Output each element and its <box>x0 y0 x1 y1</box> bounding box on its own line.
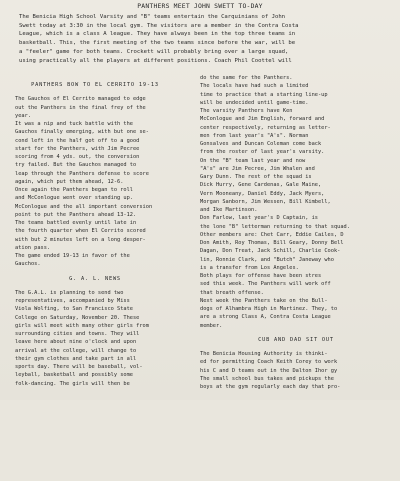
story-line: Gauchos finally emerging, with but one se- <box>15 129 149 136</box>
story-line: dogs of Alhambra High in Martinez. They, to <box>200 306 338 312</box>
story-line: surrounding cities and towns. They will <box>15 331 140 337</box>
story-line: with but 2 minutes left on a long desper- <box>15 236 146 243</box>
story-line: and Ike Martinson. <box>200 207 258 213</box>
story-line: The game ended 19-13 in favor of the <box>15 253 130 259</box>
story-line: The Gauchos of El Cerrito managed to edge <box>15 96 146 103</box>
story-line: The varsity Panthers have Ken <box>200 108 293 114</box>
story-title: PANTHERS BOW TO EL CERRITO 19-13 <box>31 82 159 88</box>
story-line: their gym clothes and take part in all <box>15 355 137 362</box>
story-line: representatives, accompanied by Miss <box>15 298 130 304</box>
story-line: year. <box>15 112 31 119</box>
story-line: start for the Panthers, with Jim Pecree <box>15 145 140 152</box>
story-line: center respectively, returning as letter- <box>200 124 331 131</box>
intro-paragraph <box>19 13 389 65</box>
story-line: ed for permitting Coach Keith Corey to work <box>200 359 338 366</box>
story-line: is a transfer from Los Angeles. <box>200 264 299 271</box>
intro-line: a "feeler" game for both teams. Crockett will probably bring over a large squad, <box>19 48 289 55</box>
intro-line: The Benicia High School Varsity and "B" teams entertain the Carquinians of John <box>19 14 286 20</box>
intro-line: basketball. This, the first meeting of the two teams since before the war, will be <box>19 40 296 47</box>
story-line: leap through the Panthers defense to score <box>15 170 149 177</box>
headline: PANTHERS MEET JOHN SWETT TO-DAY <box>137 2 263 10</box>
story-line: Don Amith, Roy Thomas, Bill Geary, Donny Bell <box>200 240 344 246</box>
story-line: leave here about nine o'clock and upon <box>15 339 137 346</box>
story-line: Dagan, Don Treat, Jack Schill, Charlie Cook- <box>200 248 341 255</box>
story-line: ation pass. <box>15 244 51 251</box>
story-line: On the "B" team last year and now <box>200 157 306 164</box>
story-line: Gonsalves and Duncan Coleman come back <box>200 141 322 147</box>
story-line: try failed. But the Gauchos managed to <box>15 162 137 169</box>
story-line: time to practice that a starting line-up <box>200 91 328 98</box>
story-line: Other members are: Chet Carr, Eddie Cailes, D <box>200 231 344 238</box>
story-line: again, which put them ahead, 12-6. <box>15 178 124 185</box>
left-column <box>15 81 175 481</box>
story-line: the fourth quarter when El Cerrito scored <box>15 228 146 235</box>
story-line: Vern Mooneany, Daniel Eddy, Jack Myers, <box>200 190 325 197</box>
story-title: CUB AND DAD SIT OUT <box>258 336 334 343</box>
story-line: from the roster of last year's varsity. <box>200 149 325 156</box>
story-line: folk-dancing. The girls will then be <box>15 380 130 387</box>
story-line: Both plays for offense have been stres <box>200 273 322 279</box>
story-line: Next week the Panthers take on the Bull- <box>200 297 328 304</box>
story-line: cond left in the half got off to a good <box>15 137 140 144</box>
story-line: member. <box>200 322 223 329</box>
story-line: Don Farlow, last year's D Captain, is <box>200 215 318 222</box>
story-line: boys at the gym regularly each day that pro- <box>200 384 341 390</box>
story-line: McConlogue and Jim English, forward and <box>200 116 325 123</box>
story-line: will be undecided until game-time. <box>200 99 309 106</box>
story-line: girls will meet with many other girls from <box>15 322 149 329</box>
story-line: out the Panthers in the final frey of the <box>15 104 146 111</box>
story-line: men from last year's "A's". Norman <box>200 132 309 139</box>
story-line: that breath offense. <box>200 289 264 296</box>
story-line: Dick Hurry, Gene Cardenas, Gale Maine, <box>200 182 322 189</box>
story-line: leyball, basketball and possibly some <box>15 372 133 379</box>
story-line: Gauchos. <box>15 261 41 268</box>
story-line: do the same for the Panthers. <box>200 75 293 81</box>
story-line: sports day. There will be baseball, vol- <box>15 364 143 370</box>
story-line: the lone "B" letterman returning to that squad. <box>200 223 350 230</box>
story-line: Viola Wolfing, to San Francisco State <box>15 306 133 313</box>
story-line: are a strong Class A, Contra Costa League <box>200 314 331 321</box>
story-line: lin, Ronnie Clark, and "Butch" Janeway who <box>200 256 334 263</box>
intro-line: Swett today at 3:30 in the local gym. The visitors are a member in the Contra Costa <box>19 22 299 29</box>
right-column <box>200 74 392 474</box>
story-title: G. A. L. NEWS <box>69 275 121 282</box>
story-line: point to put the Panthers ahead 13-12. <box>15 211 137 218</box>
story-line: The Benicia Housing Authority is thinki- <box>200 351 328 357</box>
story-line: The G.A.L. is planning to send two <box>15 289 124 296</box>
story-line: his C and D teams out in the Dalton Ihor gy <box>200 367 338 374</box>
story-line: sed this week. The Panthers will work off <box>200 281 331 288</box>
intro-line: League, which is a class A league. They have always been in the top three teams in <box>19 31 296 38</box>
story-line: "A's" are Jim Pecree, Jim Whalen and <box>200 165 315 172</box>
story-line: The small school bus takes and pickups the <box>200 375 334 382</box>
story-line: scoring from 4 yds. out, the conversion <box>15 154 140 160</box>
story-line: College on Saturday, November 20. These <box>15 314 140 321</box>
story-line: arrival at the college, will change to <box>15 347 137 354</box>
story-line: McConlogue and the all important conversion <box>15 203 153 210</box>
story-line: The teams battled evenly until late in <box>15 220 137 226</box>
story-line: Gary Dunn. The rest of the squad is <box>200 174 312 180</box>
story-line: Morgan Sanborn, Jim Wessen, Bill Kimbell, <box>200 198 331 205</box>
intro-line: using practically all the players at different positions. Coach Phil Coottel will <box>19 57 292 64</box>
story-line: and McConlogue went over standing up. <box>15 195 133 202</box>
story-line: The locals have had such a limited <box>200 83 309 90</box>
story-line: Once again the Panthers began to roll <box>15 187 133 193</box>
story-line: It was a nip and tuck battle with the <box>15 121 133 127</box>
